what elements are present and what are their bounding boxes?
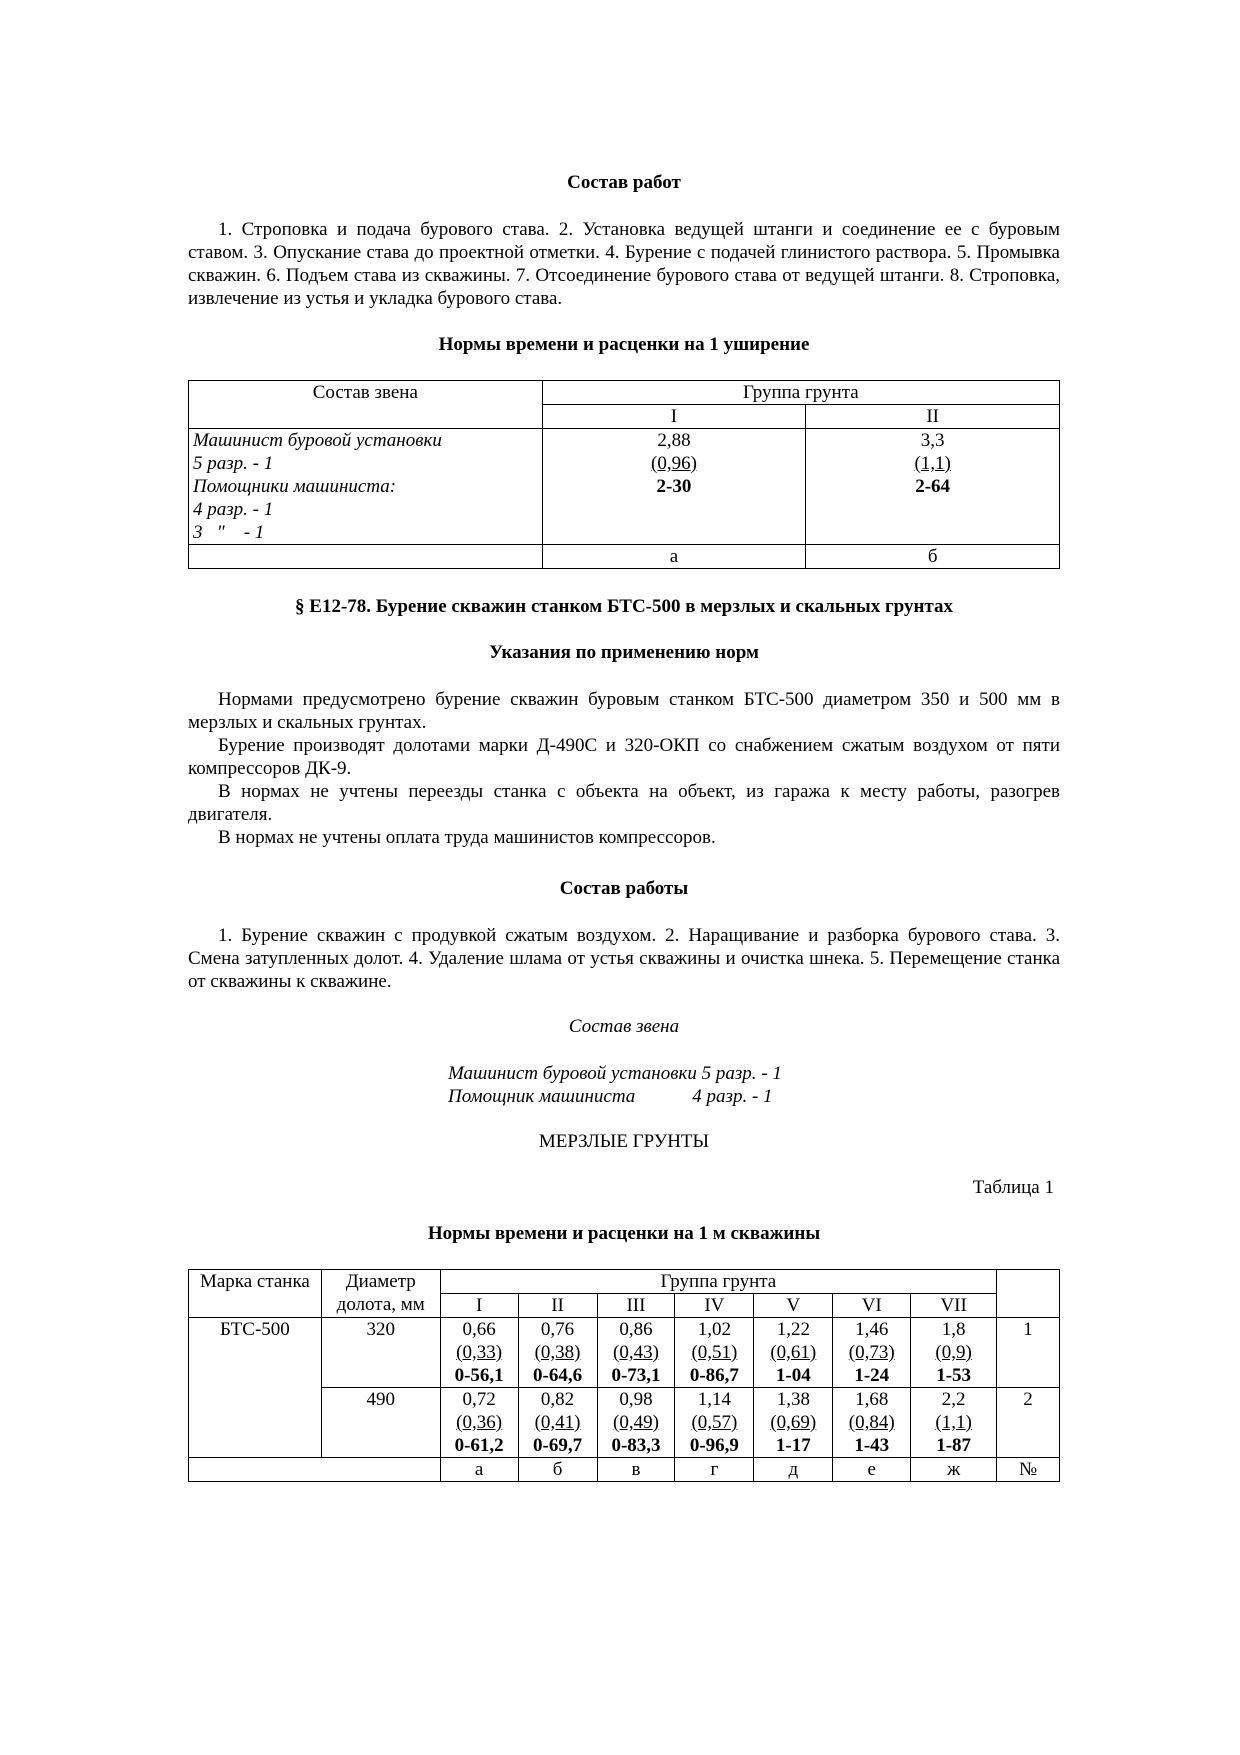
value-cell	[542, 429, 806, 545]
cost-hint-value: (1,1)	[935, 1412, 972, 1433]
row-number: 2	[997, 1388, 1060, 1458]
instructions-text	[188, 688, 1060, 849]
diameter-cell: 490	[321, 1388, 440, 1458]
row-number: 1	[997, 1318, 1060, 1388]
rate-value: 0-69,7	[533, 1435, 583, 1456]
norm-value: 0,72	[462, 1389, 496, 1410]
table2-title: Нормы времени и расценки на 1 м скважины	[427, 1223, 821, 1244]
section-title-work-composition: Состав работ	[567, 172, 681, 193]
group-IV: IV	[675, 1294, 754, 1318]
value-cell	[806, 429, 1060, 545]
value-cell	[754, 1318, 833, 1388]
header-machine: Марка станка	[189, 1270, 322, 1318]
crew-line: 4 разр. - 1	[193, 499, 274, 520]
work-text	[188, 924, 1060, 993]
col-letter: ж	[911, 1458, 997, 1482]
num-label: №	[997, 1458, 1060, 1482]
group-VI: VI	[833, 1294, 911, 1318]
value-cell	[518, 1318, 597, 1388]
col-letter: в	[597, 1458, 675, 1482]
rate-value: 0-96,9	[689, 1435, 739, 1456]
table-norms-per-meter	[188, 1269, 1060, 1482]
empty-cell	[189, 545, 543, 569]
rate-value: 1-43	[854, 1435, 890, 1456]
crew-title: Состав звена	[568, 1016, 680, 1037]
instruction-paragraph: Бурение производят долотами марки Д-490С и 320-ОКП со снабжением сжатым воздухом от пяти компрессоров ДК-9.	[188, 735, 1060, 779]
rate-value: 1-17	[775, 1435, 811, 1456]
cost-hint-value: (0,41)	[534, 1412, 581, 1433]
col-letter: б	[806, 545, 1060, 569]
value-cell	[833, 1318, 911, 1388]
empty-cell	[189, 1458, 441, 1482]
header-soil-group: Группа грунта	[542, 381, 1059, 405]
group-I: I	[542, 405, 806, 429]
rate-value: 1-04	[775, 1365, 811, 1386]
group-II: II	[518, 1294, 597, 1318]
header-diameter-line: долота, мм	[336, 1294, 425, 1315]
instruction-paragraph: Нормами предусмотрено бурение скважин буровым станком БТС-500 диаметром 350 и 500 мм в мерзлых и скальных грунтах.	[188, 689, 1060, 733]
group-VII: VII	[911, 1294, 997, 1318]
col-letter: б	[518, 1458, 597, 1482]
cost-hint-value: (0,36)	[456, 1412, 503, 1433]
group-III: III	[597, 1294, 675, 1318]
rate-value: 0-83,3	[611, 1435, 661, 1456]
crew-line-1: Машинист буровой установки 5 разр. - 1	[448, 1063, 782, 1084]
value-cell	[597, 1318, 675, 1388]
norm-value: 3,3	[920, 430, 945, 451]
section-title-work: Состав работы	[559, 878, 689, 899]
cost-hint-value: (0,9)	[935, 1342, 972, 1363]
value-cell	[518, 1388, 597, 1458]
norm-value: 1,14	[697, 1389, 732, 1410]
norm-value: 2,88	[657, 430, 691, 451]
diameter-cell: 320	[321, 1318, 440, 1388]
group-I: I	[440, 1294, 518, 1318]
value-cell	[440, 1388, 518, 1458]
norm-value: 1,38	[776, 1389, 810, 1410]
machine-cell: БТС-500	[189, 1318, 322, 1458]
value-cell	[675, 1318, 754, 1388]
cost-hint-value: (0,33)	[456, 1342, 503, 1363]
norm-value: 0,86	[619, 1319, 653, 1340]
cost-hint-value: (0,49)	[613, 1412, 659, 1433]
cost-hint-value: (0,69)	[770, 1412, 817, 1433]
table-norms-widening	[188, 380, 1060, 569]
rate-value: 0-61,2	[454, 1435, 504, 1456]
header-crew: Состав звена	[189, 381, 543, 429]
table1-title: Нормы времени и расценки на 1 уширение	[438, 334, 810, 355]
instruction-paragraph: В нормах не учтены оплата труда машинистов компрессоров.	[218, 827, 716, 848]
crew-line-2: Помощник машиниста 4 разр. - 1	[448, 1086, 773, 1107]
norm-value: 1,8	[941, 1319, 966, 1340]
cost-hint-value: (0,96)	[651, 453, 697, 474]
norm-value: 1,22	[776, 1319, 810, 1340]
rate-value: 2-64	[915, 476, 951, 497]
cost-hint-value: (0,61)	[770, 1342, 817, 1363]
rate-value: 1-24	[854, 1365, 890, 1386]
section-subtitle-instructions: Указания по применению норм	[489, 642, 759, 663]
instruction-paragraph: В нормах не учтены переезды станка с объекта на объект, из гаража к месту работы, разогрев двигателя.	[188, 781, 1060, 825]
frozen-soils-heading: МЕРЗЛЫЕ ГРУНТЫ	[538, 1131, 710, 1152]
cost-hint-value: (0,57)	[691, 1412, 738, 1433]
table-label: Таблица 1	[972, 1177, 1054, 1198]
value-cell	[675, 1388, 754, 1458]
rate-value: 1-87	[936, 1435, 972, 1456]
norm-value: 1,46	[855, 1319, 889, 1340]
crew-line: Помощники машиниста:	[193, 476, 397, 497]
col-letter: а	[440, 1458, 518, 1482]
norm-value: 0,82	[540, 1389, 575, 1410]
col-letter: а	[542, 545, 806, 569]
value-cell	[911, 1388, 997, 1458]
norm-value: 1,68	[855, 1389, 889, 1410]
work-composition-paragraph: 1. Строповка и подача бурового става. 2. Установка ведущей штанги и соединение ее с буровым ставом. 3. Опускание става до проектной отметки. 4. Бурение с подачей глинистого раствора. 5. Промывка скважин. 6. Подъем става из скважины. 7. Отсоединение бурового става от ведущей штанги. 8. Строповка, извлечение из устья и укладка бурового става.	[188, 219, 1060, 309]
header-diameter	[321, 1270, 440, 1318]
cost-hint-value: (0,73)	[848, 1342, 895, 1363]
work-composition-text	[188, 218, 1060, 310]
col-letter: е	[833, 1458, 911, 1482]
value-cell	[911, 1318, 997, 1388]
group-V: V	[754, 1294, 833, 1318]
cost-hint-value: (0,51)	[691, 1342, 738, 1363]
header-diameter-line: Диаметр	[345, 1271, 416, 1292]
value-cell	[597, 1388, 675, 1458]
rate-value: 0-73,1	[611, 1365, 661, 1386]
crew-line: 3 " - 1	[193, 522, 265, 543]
rate-value: 0-56,1	[454, 1365, 504, 1386]
section-heading-e12-78: § Е12-78. Бурение скважин станком БТС-500 в мерзлых и скальных грунтах	[295, 596, 953, 617]
work-paragraph: 1. Бурение скважин с продувкой сжатым воздухом. 2. Наращивание и разборка бурового става. 3. Смена затупленных долот. 4. Удаление шлама от устья скважины и очистка шнека. 5. Перемещение станка от скважины к скважине.	[188, 925, 1060, 992]
norm-value: 1,02	[697, 1319, 732, 1340]
empty-cell	[997, 1270, 1060, 1318]
cost-hint-value: (0,43)	[613, 1342, 659, 1363]
rate-value: 0-64,6	[533, 1365, 583, 1386]
col-letter: д	[754, 1458, 833, 1482]
crew-line: Машинист буровой установки	[193, 430, 442, 451]
rate-value: 2-30	[656, 476, 692, 497]
norm-value: 0,66	[462, 1319, 496, 1340]
col-letter: г	[675, 1458, 754, 1482]
norm-value: 0,76	[540, 1319, 575, 1340]
crew-line: 5 разр. - 1	[193, 453, 274, 474]
value-cell	[833, 1388, 911, 1458]
header-soil-group: Группа грунта	[440, 1270, 996, 1294]
norm-value: 0,98	[619, 1389, 653, 1410]
value-cell	[754, 1388, 833, 1458]
rate-value: 0-86,7	[689, 1365, 739, 1386]
norm-value: 2,2	[941, 1389, 966, 1410]
cost-hint-value: (1,1)	[914, 453, 951, 474]
crew-cell	[189, 429, 543, 545]
group-II: II	[806, 405, 1060, 429]
value-cell	[440, 1318, 518, 1388]
cost-hint-value: (0,84)	[848, 1412, 895, 1433]
cost-hint-value: (0,38)	[534, 1342, 581, 1363]
rate-value: 1-53	[936, 1365, 972, 1386]
